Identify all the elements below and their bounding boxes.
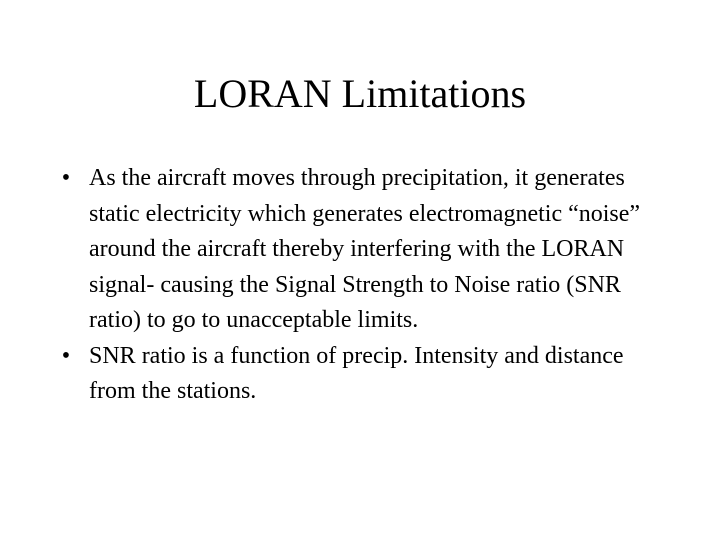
slide-title: LORAN Limitations [193, 71, 527, 116]
bullet-dot-icon: • [61, 342, 71, 369]
bullet-list [56, 161, 656, 410]
bullet-item [56, 161, 656, 339]
bullet-item [56, 339, 656, 410]
bullet-text: As the aircraft moves through precipitation, it generates static electricity which generates electromagnetic “noise” around the aircraft thereby interfering with the LORAN signal- causing the Signal Strength to Noise ratio (SNR ratio) to go to unacceptable limits. [89, 165, 641, 333]
bullet-text: SNR ratio is a function of precip. Intensity and distance from the stations. [89, 342, 624, 404]
bullet-dot-icon: • [61, 165, 71, 191]
